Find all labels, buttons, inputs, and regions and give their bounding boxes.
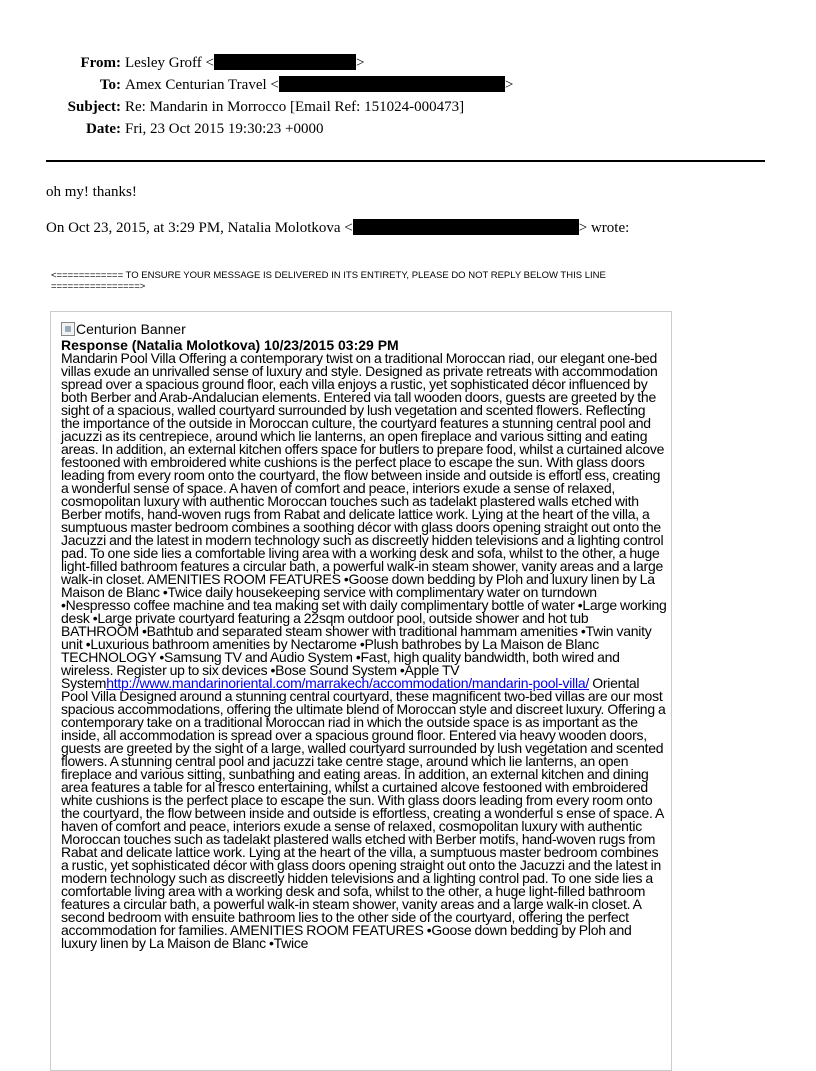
subject-value: Re: Mandarin in Morrocco [Email Ref: 151024-000473]: [125, 99, 465, 115]
date-value: Fri, 23 Oct 2015 19:30:23 +0000: [125, 121, 324, 137]
recipient-name: Amex Centurian Travel <: [125, 77, 279, 93]
bracket-close: >: [504, 77, 514, 93]
redaction-bar: [214, 54, 356, 70]
from-row: [0, 54, 816, 72]
sender-name: Lesley Groff <: [125, 55, 214, 71]
header-divider: [46, 160, 765, 162]
quote-suffix: > wrote:: [578, 220, 630, 236]
response-text-part-2: Oriental Pool Villa Designed around a stunning central courtyard, these magnificent two-bed villas are our most spacious accommodations, offering the ultimate blend of Moroccan style and discreet luxury. Offering a contemporary take on a traditional Moroccan riad in which the outside space is as important as the inside, all accommodation is spread over a spacious ground floor. Entered via heavy wooden doors, guests are greeted by the sight of a large, walled courtyard surrounded by lush vegetation and scented flowers. A stunning central pool and jacuzzi take centre stage, around which lie lanterns, an open fireplace and various sitting, sunbathing and eating areas. In addition, an external kitchen and dining area features a table for al fresco entertaining, whilst a curtained alcove festooned with embroidered white cushions is the perfect place to escape the sun. With glass doors leading from every room onto the courtyard, the flow between inside and outside is effortless, creating a wonderful s ense of space. A haven of comfort and peace, interiors exude a sense of relaxed, cosmopolitan luxury with authentic Moroccan touches such as tadelakt plastered walls etched with Berber motifs, hand-woven rugs from Rabat and delicate lattice work. Lying at the heart of the villa, a sumptuous master bedroom combines a rustic, yet sophisticated décor with glass doors opening straight out onto the Jacuzzi and the latest in modern technology such as discreetly hidden televisions and a lighting control pad. To one side lies a comfortable living area with a working desk and sofa, whilst to the other, a huge light-filled bathroom features a circular bath, a powerful walk-in steam shower, vanity areas and a large walk-in closet. A second bedroom with ensuite bathroom lies to the other side of the courtyard, offering the perfect accommodation for families. AMENITIES ROOM FEATURES •Goose down bedding by Ploh and luxury linen by La Maison de Blanc •Twice: [61, 675, 666, 951]
quote-attribution: [46, 219, 629, 237]
broken-image-icon: [61, 322, 75, 336]
notice-line-2: ================>: [51, 281, 146, 292]
to-row: [0, 76, 816, 94]
quote-prefix: On Oct 23, 2015, at 3:29 PM, Natalia Molotkova <: [46, 220, 353, 236]
mandarin-pool-villa-link[interactable]: http://www.mandarinoriental.com/marrakech/accommodation/mandarin-pool-villa/: [106, 675, 590, 691]
redaction-bar: [353, 219, 579, 235]
bracket-close: >: [356, 55, 365, 71]
date-label: Date:: [86, 121, 121, 137]
date-row: [0, 120, 816, 138]
response-text-part-1: Mandarin Pool Villa Offering a contemporary twist on a traditional Moroccan riad, our elegant one-bed villas exude an unrivalled sense of luxury and style. Designed as private retreats with accommodation spread over a spacious ground floor, each villa enjoys a rustic, yet sophisticated décor influenced by both Berber and Arab-Andalucian elements. Entered via tall wooden doors, guests are greeted by the sight of a spacious, walled courtyard surrounded by lush vegetation and scented flowers. Reflecting the importance of the outside in Moroccan culture, the courtyard features a stunning central pool and jacuzzi as its centrepiece, around which lie lanterns, an open fireplace and various sitting and eating areas. In addition, an external kitchen offers space for butlers to prepare food, whilst a curtained alcove festooned with embroidered white cushions is the perfect place to escape the sun. With glass doors leading from every room onto the courtyard, the flow between inside and outside is effortl ess, creating a wonderful sense of space. A haven of comfort and peace, interiors exude a sense of relaxed, cosmopolitan luxury with authentic Moroccan touches such as tadelakt plastered walls etched with Berber motifs, hand-woven rugs from Rabat and delicate lattice work. Lying at the heart of the villa, a sumptuous master bedroom combines a soothing décor with glass doors opening straight out onto the Jacuzzi and the latest in modern technology such as discreetly hidden televisions and a lighting control pad. To one side lies a comfortable living area with a working desk and sofa, whilst to the other, a huge light-filled bathroom features a circular bath, a powerful walk-in steam shower, vanity areas and a large walk-in closet. AMENITIES ROOM FEATURES •Goose down bedding by Ploh and luxury linen by La Maison de Blanc •Twice daily housekeeping service with complimentary water on turndown •Nespresso coffee machine and tea making set with daily complimentary bottle of water •Large working desk •Large private courtyard featuring a 22sqm outdoor pool, outside shower and hot tub BATHROOM •Bathtub and separated steam shower with traditional hammam amenities •Twin vanity unit •Luxurious bathroom amenities by Nectarome •Plush bathrobes by La Maison de Blanc TECHNOLOGY •Samsung TV and Audio System •Fast, high quality bandwidth, both wired and wireless. Register up to six devices •Bose Sound System •Apple TV System: [61, 350, 667, 691]
notice-line-1: <============ TO ENSURE YOUR MESSAGE IS DELIVERED IN ITS ENTIRETY, PLEASE DO NOT REPLY BELOW THIS LINE: [51, 270, 606, 281]
to-value: [125, 76, 513, 94]
subject-row: [0, 98, 816, 116]
response-body: [61, 352, 667, 950]
from-label: From:: [80, 55, 121, 71]
subject-label: Subject:: [67, 99, 121, 115]
banner-alt-text: Centurion Banner: [76, 321, 186, 337]
response-container: [50, 311, 672, 1071]
to-label: To:: [99, 77, 121, 93]
reply-text: oh my! thanks!: [46, 184, 137, 200]
response-title: Response (Natalia Molotkova) 10/23/2015 03:29 PM: [61, 337, 399, 353]
centurion-banner: [61, 321, 186, 337]
from-value: [125, 54, 364, 72]
redaction-bar: [279, 76, 505, 92]
reply-notice: [51, 270, 691, 292]
